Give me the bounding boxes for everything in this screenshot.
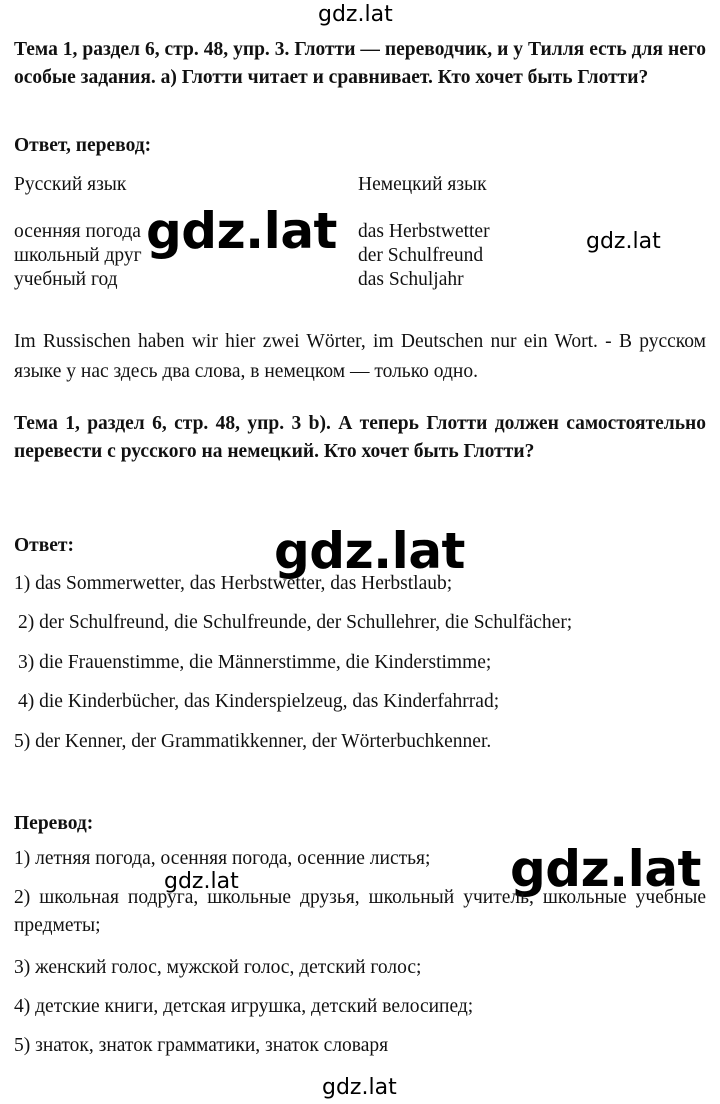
answer-item: 4) die Kinderbücher, das Kinderspielzeug, das Kinderfahrrad; [18, 691, 500, 712]
section1-paragraph: Im Russischen haben wir hier zwei Wörter, im Deutschen nur ein Wort. - В русском языке у нас здесь два слова, в немецком — только одно. [14, 331, 706, 382]
watermark-large-3: gdz.lat [510, 840, 701, 898]
column-header-russian: Русский язык [14, 174, 127, 195]
russian-word: учебный год [14, 269, 118, 290]
translation-item: 3) женский голос, мужской голос, детский голос; [14, 957, 422, 978]
answer-item: 5) der Kenner, der Grammatikkenner, der Wörterbuchkenner. [14, 731, 492, 752]
translation-item: 2) школьная подруга, школьные друзья, школьный учитель, школьные учебные предметы; [14, 887, 706, 936]
translation-item: 4) детские книги, детская игрушка, детский велосипед; [14, 996, 474, 1017]
watermark-small-left: gdz.lat [164, 869, 239, 894]
section2-answer-label: Ответ: [14, 535, 75, 556]
translation-label: Перевод: [14, 813, 94, 834]
watermark-bottom: gdz.lat [322, 1075, 397, 1100]
german-word: das Schuljahr [358, 269, 464, 290]
watermark-large-1: gdz.lat [146, 202, 337, 260]
german-word: der Schulfreund [358, 245, 484, 266]
russian-word: осенняя погода [14, 221, 141, 242]
section1-answer-label: Ответ, перевод: [14, 135, 152, 156]
column-header-german: Немецкий язык [358, 174, 487, 195]
russian-words-list [14, 220, 142, 292]
translation-item: 1) летняя погода, осенняя погода, осенние листья; [14, 848, 431, 869]
german-word: das Herbstwetter [358, 221, 490, 242]
answer-item: 2) der Schulfreund, die Schulfreunde, der Schullehrer, die Schulfächer; [18, 612, 573, 633]
watermark-top: gdz.lat [318, 2, 393, 27]
section2-heading: Тема 1, раздел 6, стр. 48, упр. 3 b). А теперь Глотти должен самостоятельно перевести с русского на немецкий. Кто хочет быть Глотти? [14, 413, 706, 462]
german-words-list [358, 220, 490, 292]
answer-item: 1) das Sommerwetter, das Herbstwetter, das Herbstlaub; [14, 573, 453, 594]
watermark-small-right: gdz.lat [586, 229, 661, 254]
watermark-large-2: gdz.lat [274, 522, 465, 580]
translation-item: 5) знаток, знаток грамматики, знаток словаря [14, 1035, 389, 1056]
russian-word: школьный друг [14, 245, 142, 266]
section1-heading: Тема 1, раздел 6, стр. 48, упр. 3. Глотти — переводчик, и у Тилля есть для него особые задания. а) Глотти читает и сравнивает. Кто хочет быть Глотти? [14, 39, 706, 88]
answer-item: 3) die Frauenstimme, die Männerstimme, die Kinderstimme; [18, 652, 492, 673]
